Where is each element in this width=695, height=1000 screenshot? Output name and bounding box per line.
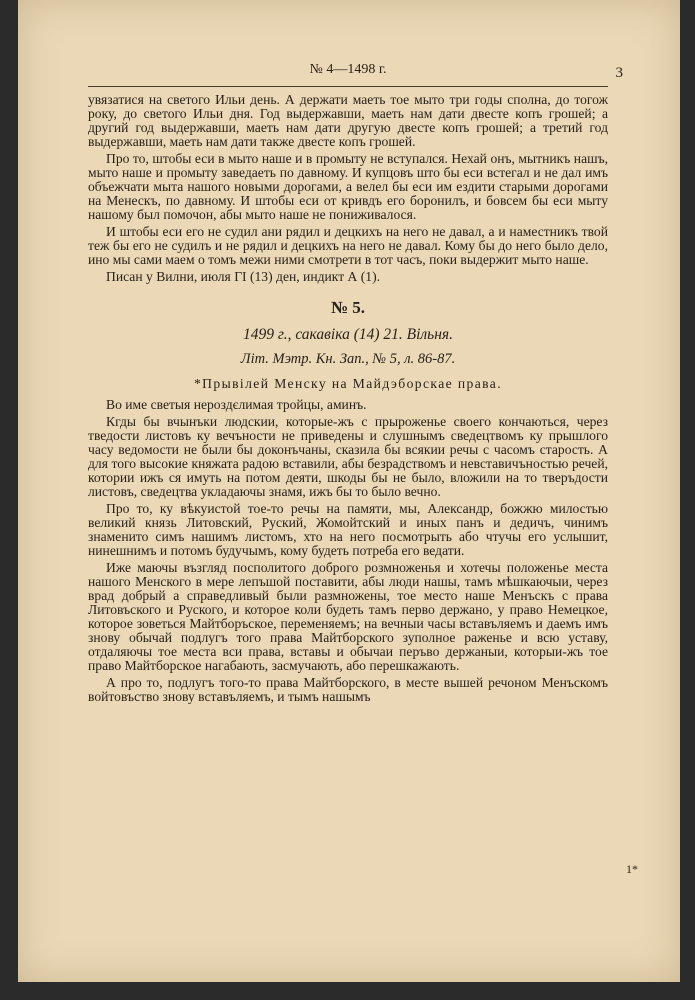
doc5-paragraph: Иже маючы възгляд посполитого доброго розмноженья и хотечы положенье места нашого Менского в мере лепъшой поставити, абы люди нашы, тамъ мѣшкаючыи, через врад добрый а справедливый были размножены, тое место наше Менъскъ с права Литовъского и Руского, и которое коли будеть тамъ перво держано, у право Немецкое, которое зоветься Майтборъское, переменяемъ; на вечныи часы вставъляемъ и даемъ имъ знову обычай подлугъ того права Майтборского зуполное раженье и всю уставу, отдаляючы тое места вси права, вставы и обычаи перъво держаныи, которыи-жъ тое право Майтборское нагабають, засмучають, або перешкажають. (88, 560, 608, 673)
signature-mark: 1* (626, 862, 638, 876)
document-source: Літ. Мэтр. Кн. Зап., № 5, л. 86-87. (240, 351, 456, 367)
page-content (88, 60, 623, 704)
document-number: № 5. (330, 298, 366, 317)
document-date-place: 1499 г., сакавіка (14) 21. Вільня. (242, 326, 453, 343)
running-header (88, 60, 623, 82)
doc5-paragraph: Про то, ку вѣкуистой тое-то речы на памяти, мы, Александр, божжю милостью великий князь Литовский, Руский, Жомойтский и иных панъ и дедичъ, чинимъ знаменито симъ нашимъ листомъ, хто на него посмотрыть або чтучы его услышит, нинешнимъ и потомъ будучымъ, кому будеть потреба его ведати. (88, 501, 608, 558)
doc4-paragraph: увязатися на светого Ильи день. А держати маеть тое мыто три годы сполна, до тогож року, до светого Ильи дня. Год выдержавши, маеть нам дати двесте копъ грошей; а другий год выдержавши, маеть нам дати другую двесте копъ грошей; а третий год выдержавши, маеть нам дати также двесте копъ грошей. (88, 92, 608, 149)
doc5-paragraph: Кгды бы вчынъки людскии, которые-жъ с прыроженье своего кончаються, через тведости листовъ ку вечъности не приведены и слушнымъ сведецтвомъ ку прышлого часу ведомости не были бы доконъчаны, сказила бы всякии речы с часомъ старость. А для того высокие княжата радою вставили, абы безрадствомъ и невставичъностью речей, котории ижъ ся имуть на потом деяти, шкоды бы не было, вложили на то тверъдости листовъ, сведецтва укладаючы знамя, ижъ бы то было вечно. (88, 414, 608, 499)
doc5-paragraph: А про то, подлугъ того-то права Майтборского, в месте вышей речоном Менъскомъ войтовъство знову вставъляемъ, и тымъ нашымъ (88, 675, 608, 704)
doc4-paragraph: И штобы еси его не судил ани рядил и децкихъ на него не давал, а и наместникъ твой теж бы его не судилъ и не рядил и децкихъ на него не давал. Кому бы до него было дело, ино мы сами маем о томъ межи ними смотрети в тот часъ, поки выдержит мыто наше. (88, 224, 608, 267)
running-header-title: № 4—1498 г. (309, 62, 387, 77)
document-title: *Прывілей Менску на Майдэборскае права. (193, 376, 503, 391)
doc4-closing-line: Писан у Вилни, июля ГІ (13) ден, индикт А (1). (106, 269, 381, 284)
doc4-paragraph: Про то, штобы еси в мыто наше и в промыту не вступался. Нехай онъ, мытникъ нашъ, мыто наше и промыту заведаеть по давному. И купцовъ што бы еси встегал и не дал имъ объежчати мыта нашого новыми дорогами, а велел бы еси им ездити старыми дорогами на Менескъ, по давному. И штобы еси от кривдъ его боронилъ, и бовсем бы еси мыту нашому был помочон, абы мыто наше не пониживалося. (88, 151, 608, 222)
header-rule (88, 86, 608, 87)
doc5-paragraph: Во име светыя нероздєлимая тройцы, аминъ. (106, 397, 367, 412)
book-page (18, 0, 680, 982)
page-number: 3 (615, 65, 623, 81)
